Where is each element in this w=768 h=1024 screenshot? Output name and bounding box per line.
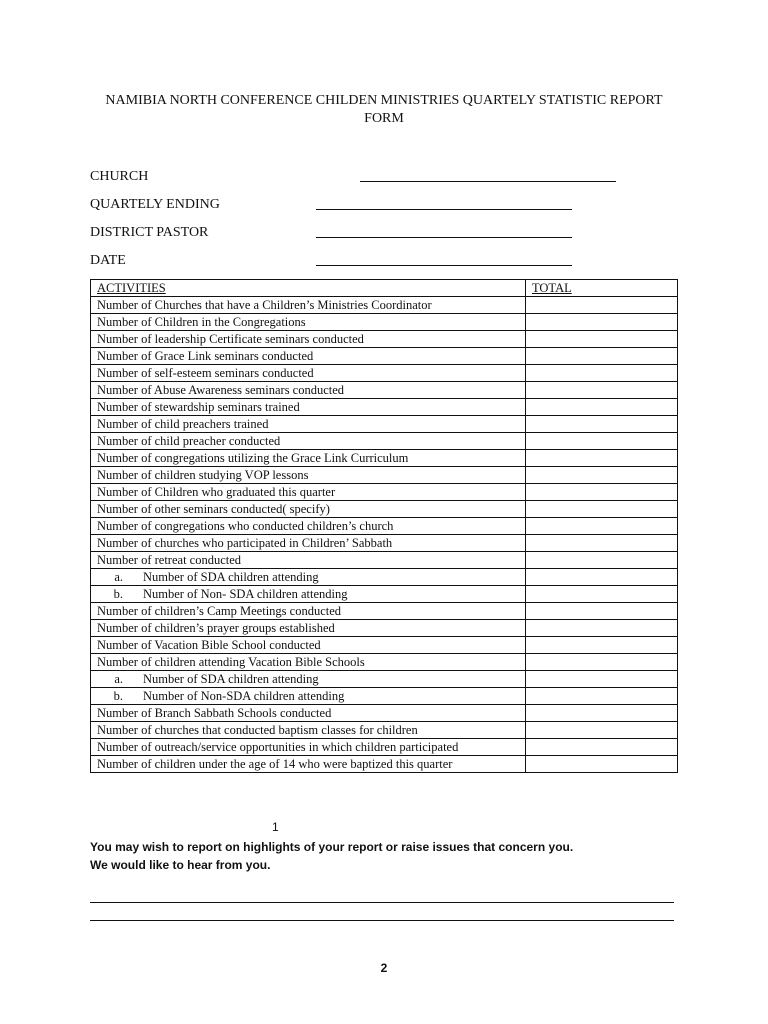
total-cell[interactable] bbox=[526, 433, 678, 450]
activity-label bbox=[91, 722, 526, 739]
activity-text: Number of stewardship seminars trained bbox=[97, 400, 300, 414]
activity-text: Number of child preacher conducted bbox=[97, 434, 281, 448]
total-cell[interactable] bbox=[526, 756, 678, 773]
activity-text: Number of children under the age of 14 who were baptized this quarter bbox=[97, 757, 453, 771]
form-title: NAMIBIA NORTH CONFERENCE CHILDEN MINISTRIES QUARTELY STATISTIC REPORT FORM bbox=[105, 93, 663, 126]
table-row bbox=[91, 382, 678, 399]
table-row bbox=[91, 586, 678, 603]
total-cell[interactable] bbox=[526, 467, 678, 484]
activity-text: Number of Children in the Congregations bbox=[97, 315, 306, 329]
district-pastor-label: DISTRICT PASTOR bbox=[90, 225, 209, 240]
total-cell[interactable] bbox=[526, 739, 678, 756]
activity-text: Number of self-esteem seminars conducted bbox=[97, 366, 314, 380]
activity-label bbox=[91, 569, 526, 586]
table-row bbox=[91, 756, 678, 773]
total-cell[interactable] bbox=[526, 637, 678, 654]
activity-text: Number of congregations who conducted children’s church bbox=[97, 519, 394, 533]
table-row bbox=[91, 433, 678, 450]
activity-label bbox=[91, 756, 526, 773]
church-label: CHURCH bbox=[90, 169, 149, 184]
total-cell[interactable] bbox=[526, 569, 678, 586]
activity-text: Number of leadership Certificate seminars conducted bbox=[97, 332, 364, 346]
activity-text: Number of Churches that have a Children’s Ministries Coordinator bbox=[97, 298, 432, 312]
list-marker: b. bbox=[113, 689, 123, 703]
total-cell[interactable] bbox=[526, 654, 678, 671]
table-row bbox=[91, 450, 678, 467]
total-cell[interactable] bbox=[526, 348, 678, 365]
activity-text: Number of SDA children attending bbox=[143, 672, 319, 686]
activity-label bbox=[91, 467, 526, 484]
table-row bbox=[91, 365, 678, 382]
activity-label bbox=[91, 399, 526, 416]
table-row bbox=[91, 535, 678, 552]
total-cell[interactable] bbox=[526, 484, 678, 501]
total-cell[interactable] bbox=[526, 501, 678, 518]
activity-label bbox=[91, 433, 526, 450]
list-marker: a. bbox=[114, 672, 123, 686]
total-cell[interactable] bbox=[526, 603, 678, 620]
activity-label bbox=[91, 671, 526, 688]
activity-label bbox=[91, 654, 526, 671]
page-number: 1 bbox=[272, 820, 279, 834]
date-label: DATE bbox=[90, 253, 126, 268]
activity-label bbox=[91, 382, 526, 399]
activity-label bbox=[91, 586, 526, 603]
activity-text: Number of Vacation Bible School conducted bbox=[97, 638, 321, 652]
table-row bbox=[91, 331, 678, 348]
table-row bbox=[91, 348, 678, 365]
total-cell[interactable] bbox=[526, 314, 678, 331]
activity-text: Number of Non-SDA children attending bbox=[143, 689, 345, 703]
activity-text: Number of Branch Sabbath Schools conducted bbox=[97, 706, 332, 720]
activity-text: Number of Non- SDA children attending bbox=[143, 587, 348, 601]
activity-label bbox=[91, 416, 526, 433]
total-cell[interactable] bbox=[526, 399, 678, 416]
activities-header: ACTIVITIES bbox=[91, 280, 526, 297]
total-cell[interactable] bbox=[526, 518, 678, 535]
table-row bbox=[91, 654, 678, 671]
activity-text: Number of churches that conducted baptism classes for children bbox=[97, 723, 418, 737]
activity-text: Number of churches who participated in Children’ Sabbath bbox=[97, 536, 393, 550]
date-input-line[interactable] bbox=[316, 265, 572, 266]
table-row bbox=[91, 620, 678, 637]
table-row bbox=[91, 518, 678, 535]
total-cell[interactable] bbox=[526, 722, 678, 739]
table-row bbox=[91, 297, 678, 314]
activity-label bbox=[91, 518, 526, 535]
table-row bbox=[91, 467, 678, 484]
total-cell[interactable] bbox=[526, 416, 678, 433]
activity-text: Number of Grace Link seminars conducted bbox=[97, 349, 314, 363]
church-input-line[interactable] bbox=[360, 181, 616, 182]
table-row bbox=[91, 688, 678, 705]
activity-text: Number of Abuse Awareness seminars conducted bbox=[97, 383, 345, 397]
feedback-note-line-2: We would like to hear from you. bbox=[90, 858, 271, 872]
activity-text: Number of retreat conducted bbox=[97, 553, 242, 567]
total-cell[interactable] bbox=[526, 688, 678, 705]
activity-label bbox=[91, 331, 526, 348]
total-cell[interactable] bbox=[526, 620, 678, 637]
activity-label bbox=[91, 688, 526, 705]
comment-line-2[interactable] bbox=[90, 920, 674, 921]
table-row bbox=[91, 569, 678, 586]
activity-text: Number of children attending Vacation Bible Schools bbox=[97, 655, 365, 669]
feedback-note-line-1: You may wish to report on highlights of your report or raise issues that concern you. bbox=[90, 840, 574, 854]
table-row bbox=[91, 501, 678, 518]
table-row bbox=[91, 484, 678, 501]
page-number-footer: 2 bbox=[380, 961, 388, 975]
total-cell[interactable] bbox=[526, 552, 678, 569]
table-row bbox=[91, 637, 678, 654]
activity-label bbox=[91, 484, 526, 501]
activity-label bbox=[91, 620, 526, 637]
total-cell[interactable] bbox=[526, 331, 678, 348]
quartely-ending-input-line[interactable] bbox=[316, 209, 572, 210]
table-row bbox=[91, 552, 678, 569]
activity-text: Number of children’s Camp Meetings conducted bbox=[97, 604, 342, 618]
feedback-note bbox=[90, 838, 690, 874]
total-header: TOTAL bbox=[526, 280, 678, 297]
comment-line-1[interactable] bbox=[90, 902, 674, 903]
activity-text: Number of outreach/service opportunities in which children participated bbox=[97, 740, 459, 754]
total-cell[interactable] bbox=[526, 535, 678, 552]
total-cell[interactable] bbox=[526, 705, 678, 722]
activity-text: Number of SDA children attending bbox=[143, 570, 319, 584]
total-cell[interactable] bbox=[526, 450, 678, 467]
activity-label bbox=[91, 501, 526, 518]
activity-text: Number of children studying VOP lessons bbox=[97, 468, 309, 482]
activity-label bbox=[91, 705, 526, 722]
table-row bbox=[91, 416, 678, 433]
total-cell[interactable] bbox=[526, 365, 678, 382]
table-header-row bbox=[91, 280, 678, 297]
activity-label bbox=[91, 314, 526, 331]
activity-label bbox=[91, 365, 526, 382]
total-cell[interactable] bbox=[526, 586, 678, 603]
activity-label bbox=[91, 739, 526, 756]
activity-label bbox=[91, 348, 526, 365]
activity-label bbox=[91, 297, 526, 314]
activity-label bbox=[91, 450, 526, 467]
table-row bbox=[91, 603, 678, 620]
table-row bbox=[91, 399, 678, 416]
table-row bbox=[91, 739, 678, 756]
activity-text: Number of other seminars conducted( specify) bbox=[97, 502, 330, 516]
quartely-ending-label: QUARTELY ENDING bbox=[90, 197, 220, 212]
activity-text: Number of congregations utilizing the Grace Link Curriculum bbox=[97, 451, 409, 465]
total-cell[interactable] bbox=[526, 671, 678, 688]
total-cell[interactable] bbox=[526, 382, 678, 399]
activity-label bbox=[91, 552, 526, 569]
table-row bbox=[91, 722, 678, 739]
district-pastor-input-line[interactable] bbox=[316, 237, 572, 238]
activities-table bbox=[90, 279, 678, 773]
activity-label bbox=[91, 637, 526, 654]
list-marker: a. bbox=[114, 570, 123, 584]
activity-text: Number of children’s prayer groups established bbox=[97, 621, 335, 635]
list-marker: b. bbox=[113, 587, 123, 601]
table-row bbox=[91, 671, 678, 688]
activity-label bbox=[91, 535, 526, 552]
activity-text: Number of child preachers trained bbox=[97, 417, 269, 431]
total-cell[interactable] bbox=[526, 297, 678, 314]
table-row bbox=[91, 314, 678, 331]
activity-label bbox=[91, 603, 526, 620]
activity-text: Number of Children who graduated this quarter bbox=[97, 485, 336, 499]
table-row bbox=[91, 705, 678, 722]
